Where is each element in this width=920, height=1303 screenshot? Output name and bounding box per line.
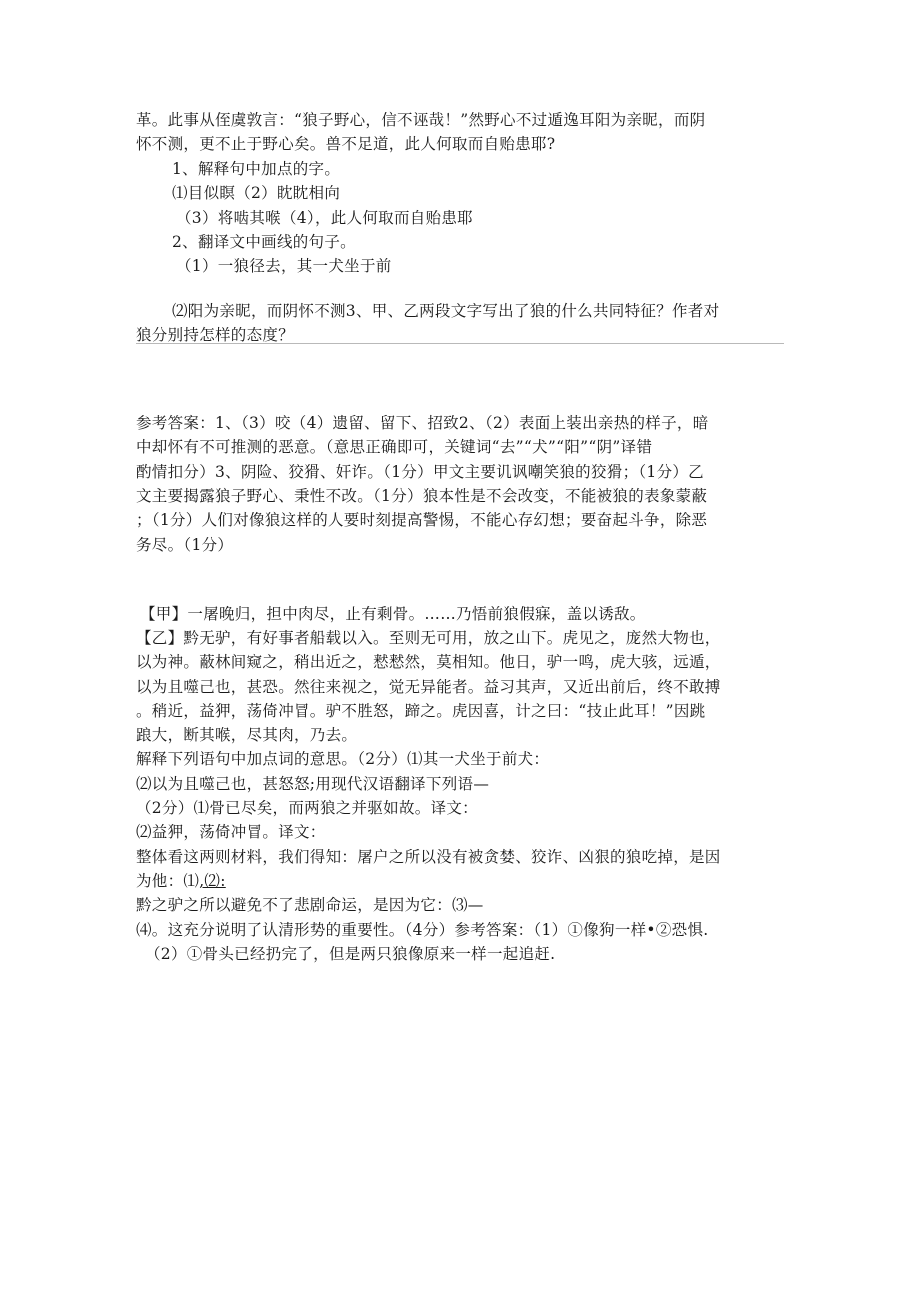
exercise-line: （2）①骨头已经扔完了，但是两只狼像原来一样一起追赶. xyxy=(145,945,556,963)
answer-line: ；（1分）人们对像狼这样的人要时刻提高警惕，不能心存幻想；要奋起斗争，除恶 xyxy=(136,511,708,529)
answer-line: 文主要揭露狼子野心、秉性不改。（1分）狼本性是不会改变，不能被狼的表象蒙蔽 xyxy=(136,487,708,505)
exercise-line: ⑷。这充分说明了认清形势的重要性。（4分）参考答案：（1）①像狗一样•②恐惧. xyxy=(136,921,709,939)
passage-jia: 【甲】一屠晚归，担中肉尽，止有剩骨。……乃悟前狼假寐，盖以诱敌。 xyxy=(140,605,646,623)
exercise-line: ⑵益狎，荡倚冲冒。译文： xyxy=(136,823,326,841)
passage-yi-line: 踉大，断其喉，尽其肉，乃去。 xyxy=(136,726,358,744)
divider-line xyxy=(136,343,784,344)
question-1: 1、解释句中加点的字。 xyxy=(172,160,341,178)
exercise-line: 黔之驴之所以避免不了悲剧命运，是因为它：⑶— xyxy=(136,896,484,914)
passage-yi-line: 。稍近，益狎，荡倚冲冒。驴不胜怒，蹄之。虎因喜，计之曰：“技止此耳！”因跳 xyxy=(136,702,706,720)
question-1-items-a: ⑴目似瞑（2）眈眈相向 xyxy=(172,184,341,202)
answer-line: 务尽。（1分） xyxy=(136,536,234,554)
answer-line: 中却怀有不可推测的恶意。（意思正确即可，关键词“去”“犬”“阳”“阴”译错 xyxy=(136,438,653,456)
exercise-line: （2分）⑴骨已尽矣，而两狼之并驱如故。译文： xyxy=(136,799,478,817)
answer-line: 参考答案：1、（3）咬（4）遗留、留下、招致2、（2）表面上装出亲热的样子，暗 xyxy=(136,414,709,432)
question-3-continued: 狼分别持怎样的态度？ xyxy=(136,326,295,344)
question-2-item-1: （1）一狼径去，其一犬坐于前 xyxy=(176,257,392,275)
question-2-item-2-and-question-3: ⑵阳为亲昵，而阴怀不测3、甲、乙两段文字写出了狼的什么共同特征？作者对 xyxy=(172,302,720,320)
exercise-line: ⑵以为且噬己也，甚怒怒;用现代汉语翻译下列语— xyxy=(136,775,490,793)
exercise-line xyxy=(136,871,226,891)
question-2: 2、翻译文中画线的句子。 xyxy=(172,233,356,251)
passage-line: 革。此事从侄虞敦言：“狼子野心，信不诬哉！”然野心不过遁逸耳阳为亲昵，而阴 xyxy=(136,111,706,129)
exercise-line: 解释下列语句中加点词的意思。（2分）⑴其一犬坐于前犬： xyxy=(136,750,550,768)
passage-yi-line: 以为且噬己也，甚恐。然往来视之，觉无异能者。益习其声，又近出前后，终不敢搏 xyxy=(136,678,721,696)
answer-line: 酌情扣分）3、阴险、狡猾、奸诈。（1分）甲文主要讥讽嘲笑狼的狡猾；（1分）乙 xyxy=(136,463,704,481)
answer-blank: ,⑵: xyxy=(199,872,226,890)
passage-yi-line: 【乙】黔无驴，有好事者船载以入。至则无可用，放之山下。虎见之，庞然大物也， xyxy=(136,629,721,647)
question-1-items-b: （3）将啮其喉（4），此人何取而自贻患耶 xyxy=(176,209,473,227)
exercise-text: 为他：⑴ xyxy=(136,872,200,890)
passage-yi-line: 以为神。蔽林间窥之，稍出近之，慭慭然，莫相知。他日，驴一鸣，虎大骇，远遁， xyxy=(136,653,721,671)
exercise-line: 整体看这两则材料，我们得知：屠户之所以没有被贪婪、狡诈、凶狠的狼吃掉，是因 xyxy=(136,848,721,866)
passage-line: 怀不测，更不止于野心矣。兽不足道，此人何取而自贻患耶? xyxy=(136,135,556,153)
